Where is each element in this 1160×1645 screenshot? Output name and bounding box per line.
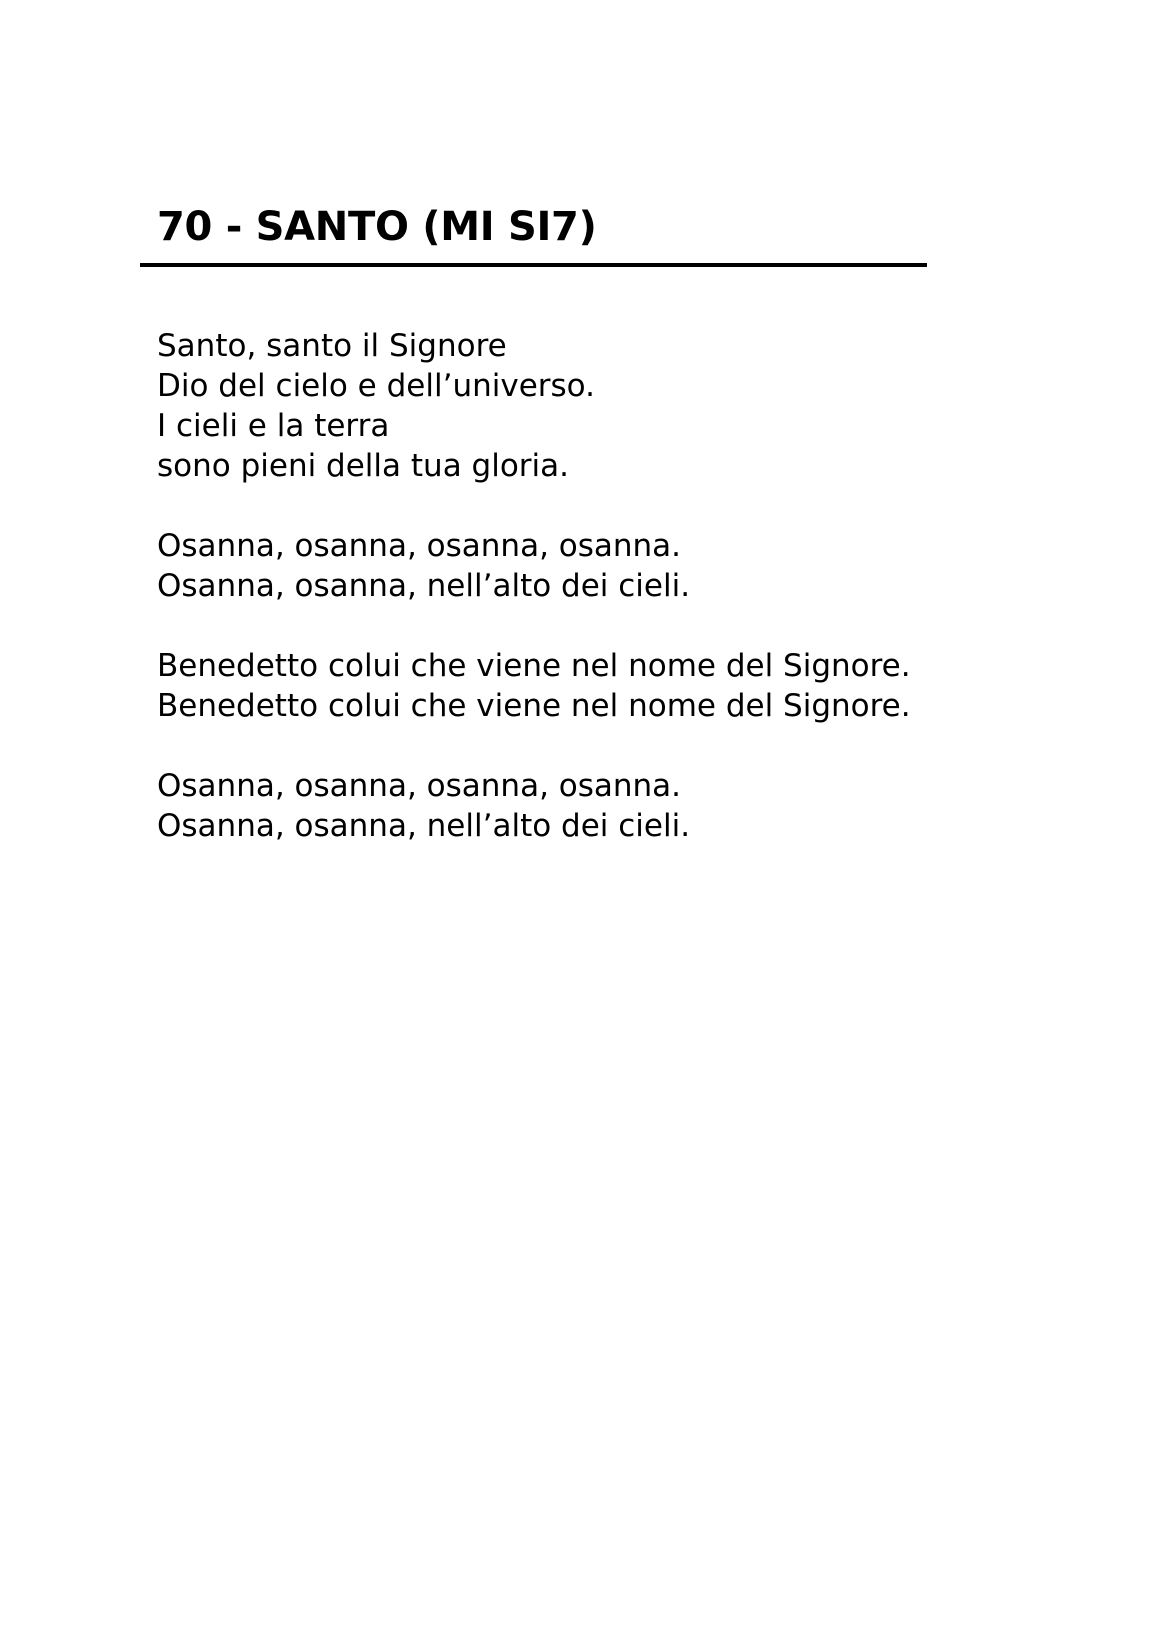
lyric-line: sono pieni della tua gloria. [157, 448, 570, 484]
lyric-line: Benedetto colui che viene nel nome del Signore. [157, 648, 911, 684]
stanza [157, 646, 1057, 726]
lyric-line: Osanna, osanna, nell’alto dei cieli. [157, 568, 691, 604]
lyric-line: Benedetto colui che viene nel nome del Signore. [157, 688, 911, 724]
lyric-line: I cieli e la terra [157, 408, 390, 444]
lyric-line: Santo, santo il Signore [157, 328, 507, 364]
lyric-line: Osanna, osanna, osanna, osanna. [157, 768, 682, 804]
lyric-line: Dio del cielo e dell’universo. [157, 368, 595, 404]
song-title: 70 - SANTO (MI SI7) [157, 204, 597, 250]
lyrics-body [157, 326, 1057, 886]
stanza [157, 526, 1057, 606]
lyric-line: Osanna, osanna, osanna, osanna. [157, 528, 682, 564]
stanza [157, 326, 1057, 486]
lyric-line: Osanna, osanna, nell’alto dei cieli. [157, 808, 691, 844]
stanza [157, 766, 1057, 846]
title-underline [140, 263, 927, 267]
